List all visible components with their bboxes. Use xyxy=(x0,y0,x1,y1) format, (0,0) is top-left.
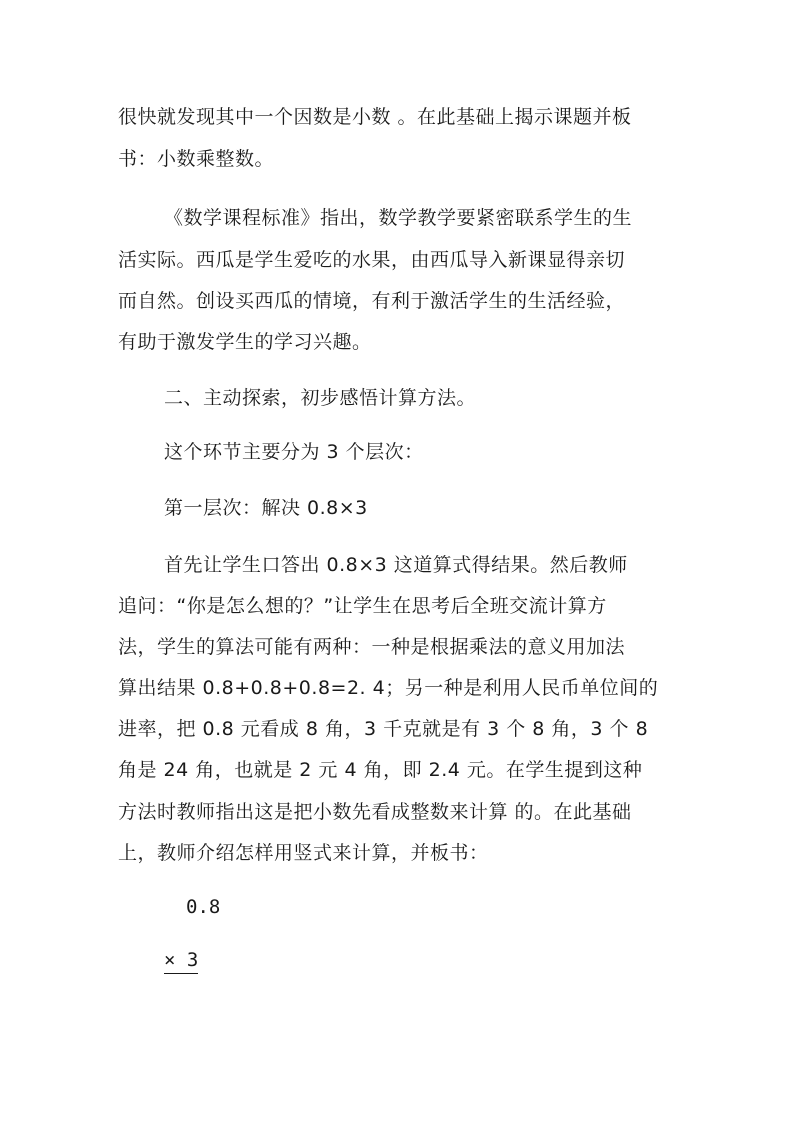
paragraph-line-6: 有助于激发学生的学习兴趣。 xyxy=(118,331,372,353)
subsection-heading: 第一层次：解决 0.8×3 xyxy=(164,497,368,519)
paragraph-line-14: 进率，把 0.8 元看成 8 角，3 千克就是有 3 个 8 角，3 个 8 xyxy=(118,718,649,740)
vertical-calc-multiplier: × 3 xyxy=(164,948,198,974)
paragraph-line-11: 追问：“你是怎么想的？”让学生在思考后全班交流计算方 xyxy=(118,595,607,617)
paragraph-line-13: 算出结果 0.8+0.8+0.8=2. 4；另一种是利用人民币单位间的 xyxy=(118,677,659,699)
paragraph-line-16: 方法时教师指出这是把小数先看成整数来计算 的。在此基础 xyxy=(118,801,632,823)
section-heading: 二、主动探索，初步感悟计算方法。 xyxy=(164,387,477,409)
paragraph-line-5: 而自然。创设买西瓜的情境，有利于激活学生的生活经验， xyxy=(118,290,626,312)
paragraph-line-15: 角是 24 角，也就是 2 元 4 角，即 2.4 元。在学生提到这种 xyxy=(118,759,643,781)
vertical-calc-multiplicand: 0.8 xyxy=(186,896,221,918)
paragraph-line-1: 很快就发现其中一个因数是小数 。在此基础上揭示课题并板 xyxy=(118,106,632,128)
paragraph-line-4: 活实际。西瓜是学生爱吃的水果，由西瓜导入新课显得亲切 xyxy=(118,249,626,271)
paragraph-line-2: 书：小数乘整数。 xyxy=(118,148,275,170)
paragraph-line-12: 法，学生的算法可能有两种：一种是根据乘法的意义用加法 xyxy=(118,636,626,658)
paragraph-line-3: 《数学课程标准》指出，数学教学要紧密联系学生的生 xyxy=(164,207,633,229)
paragraph-line-8: 这个环节主要分为 3 个层次： xyxy=(164,441,424,463)
paragraph-line-10: 首先让学生口答出 0.8×3 这道算式得结果。然后教师 xyxy=(164,554,628,576)
paragraph-line-17: 上，教师介绍怎样用竖式来计算，并板书： xyxy=(118,842,489,864)
